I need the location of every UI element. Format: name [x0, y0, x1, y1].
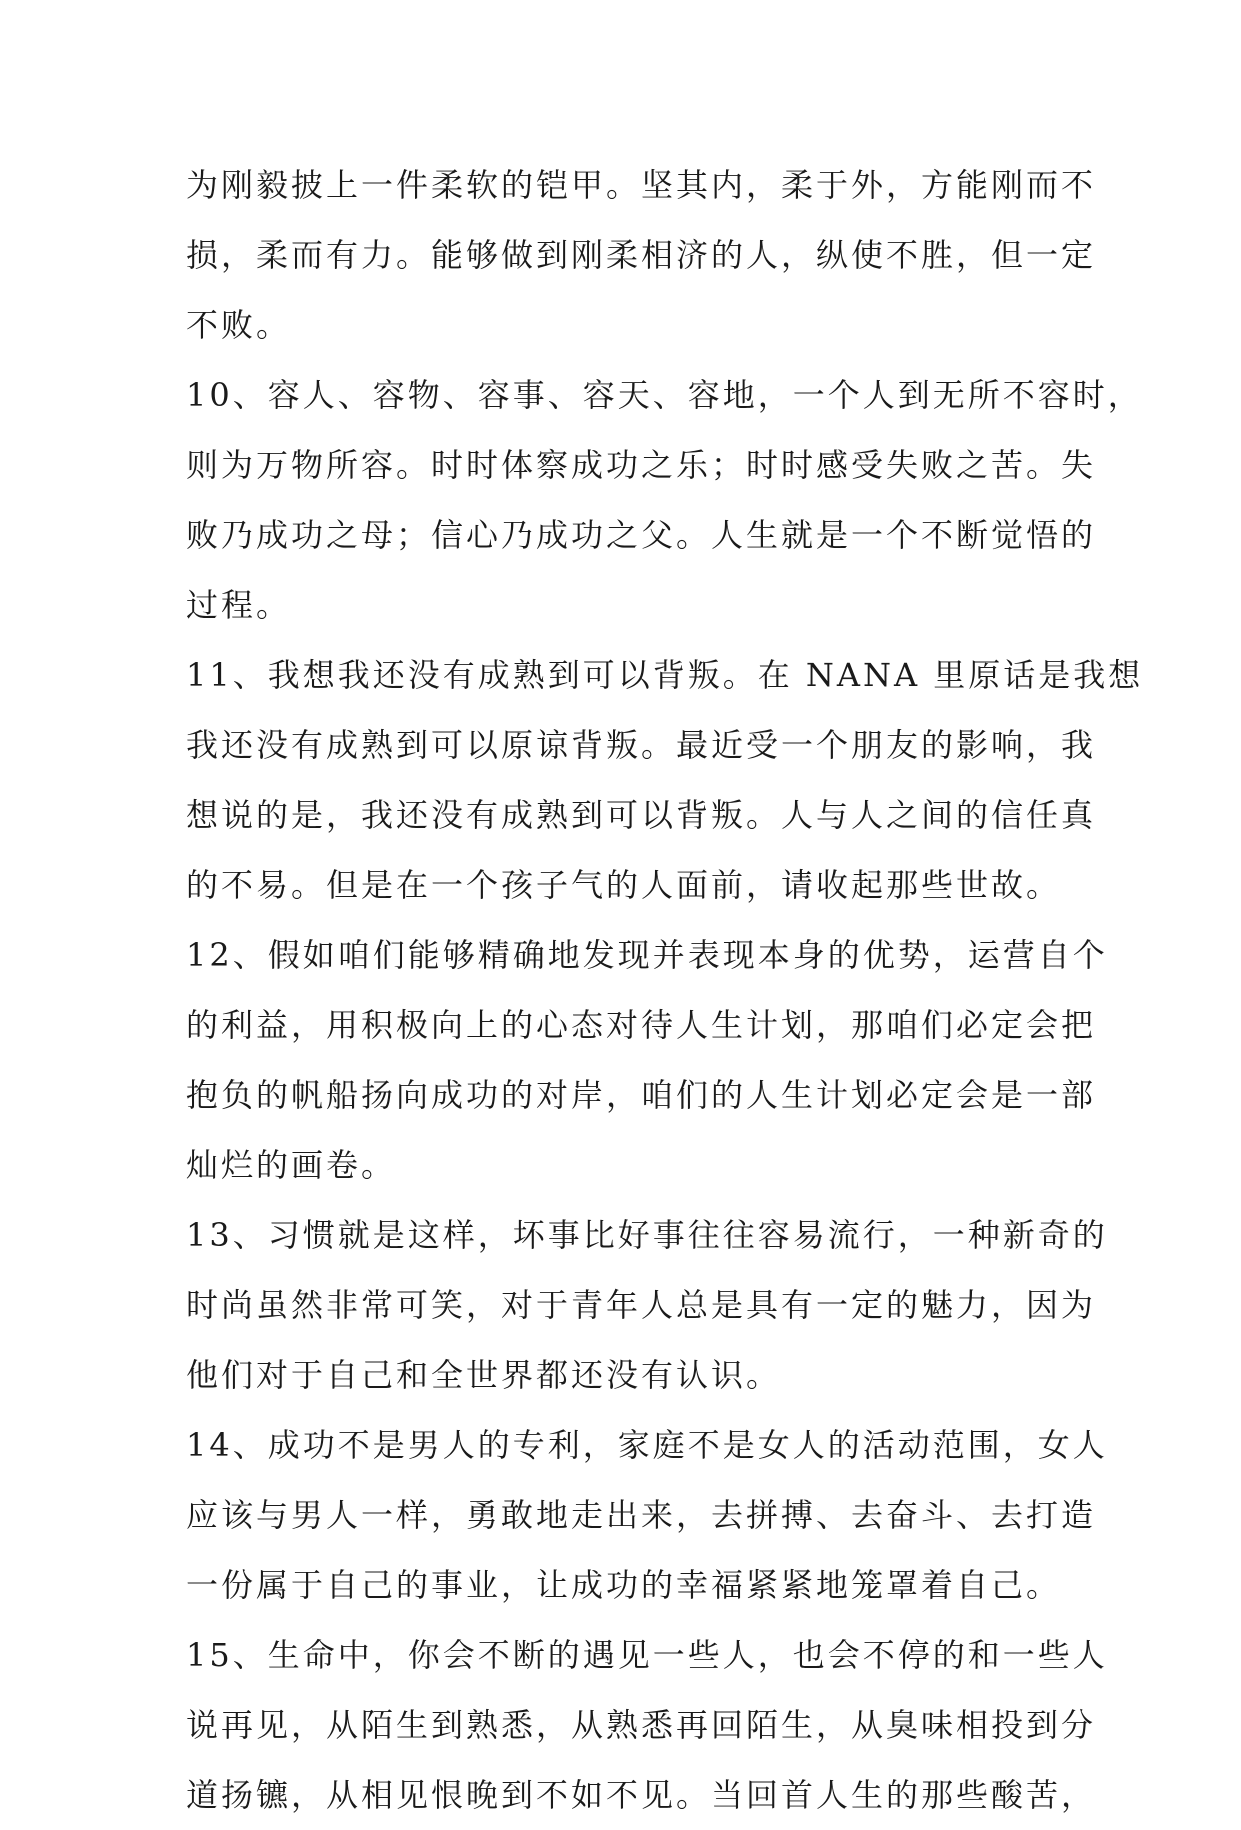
text-line: 应该与男人一样，勇敢地走出来，去拼搏、去奋斗、去打造: [186, 1496, 1097, 1534]
text-line: 他们对于自己和全世界都还没有认识。: [186, 1356, 782, 1394]
text-line: 损，柔而有力。能够做到刚柔相济的人，纵使不胜，但一定: [186, 236, 1097, 274]
text-line: 过程。: [186, 586, 292, 624]
text-line: 14、成功不是男人的专利，家庭不是女人的活动范围，女人: [186, 1426, 1108, 1464]
text-line: 的利益，用积极向上的心态对待人生计划，那咱们必定会把: [186, 1006, 1097, 1044]
text-line: 我还没有成熟到可以原谅背叛。最近受一个朋友的影响，我: [186, 726, 1097, 764]
text-line: 道扬镳，从相见恨晚到不如不见。当回首人生的那些酸苦，: [186, 1776, 1097, 1814]
text-line: 一份属于自己的事业，让成功的幸福紧紧地笼罩着自己。: [186, 1566, 1062, 1604]
text-line: 13、习惯就是这样，坏事比好事往往容易流行，一种新奇的: [186, 1216, 1108, 1254]
text-line: 想说的是，我还没有成熟到可以背叛。人与人之间的信任真: [186, 796, 1097, 834]
text-line: 不败。: [186, 306, 292, 344]
text-line: 灿烂的画卷。: [186, 1146, 397, 1184]
text-line: 15、生命中，你会不断的遇见一些人，也会不停的和一些人: [186, 1636, 1108, 1674]
text-line: 11、我想我还没有成熟到可以背叛。在 NANA 里原话是我想: [186, 656, 1144, 694]
text-line: 的不易。但是在一个孩子气的人面前，请收起那些世故。: [186, 866, 1062, 904]
body-text: [186, 150, 1144, 1830]
text-line: 为刚毅披上一件柔软的铠甲。坚其内，柔于外，方能刚而不: [186, 166, 1097, 204]
text-line: 12、假如咱们能够精确地发现并表现本身的优势，运营自个: [186, 936, 1108, 974]
text-line: 说再见，从陌生到熟悉，从熟悉再回陌生，从臭味相投到分: [186, 1706, 1097, 1744]
text-line: 则为万物所容。时时体察成功之乐；时时感受失败之苦。失: [186, 446, 1097, 484]
text-line: 10、容人、容物、容事、容天、容地，一个人到无所不容时，: [186, 376, 1143, 414]
text-line: 败乃成功之母；信心乃成功之父。人生就是一个不断觉悟的: [186, 516, 1097, 554]
text-line: 时尚虽然非常可笑，对于青年人总是具有一定的魅力，因为: [186, 1286, 1097, 1324]
text-line: 抱负的帆船扬向成功的对岸，咱们的人生计划必定会是一部: [186, 1076, 1097, 1114]
